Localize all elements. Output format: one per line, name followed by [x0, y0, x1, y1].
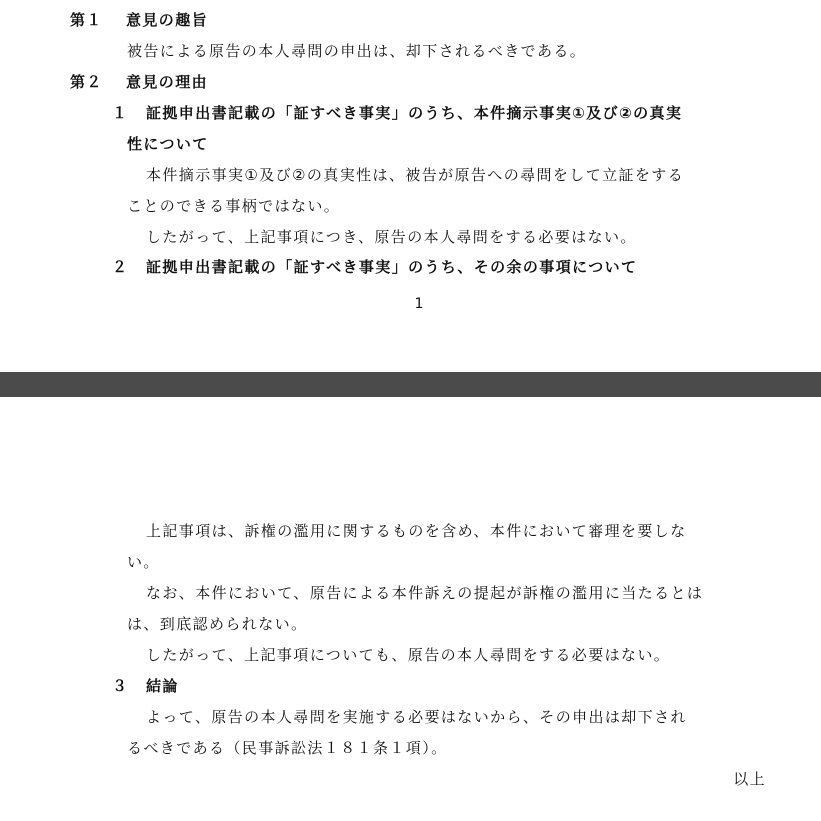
item-3-heading [112, 676, 179, 696]
item-1-title-line-2: 性について [127, 135, 209, 153]
document-page-1 [0, 0, 821, 372]
page-separator [0, 372, 821, 397]
section-1-number: 第１ [70, 11, 103, 29]
paragraph-1-line-2: い。 [127, 553, 160, 571]
paragraph-3: したがって、上記事項についても、原告の本人尋問をする必要はない。 [146, 646, 671, 664]
paragraph-1-line-1: 上記事項は、訴権の濫用に関するものを含め、本件において審理を要しな [146, 522, 687, 540]
item-2-title: 証拠申出書記載の「証すべき事実」のうち、その余の事項について [146, 258, 638, 276]
section-1-body: 被告による原告の本人尋問の申出は、却下されるべきである。 [127, 42, 587, 60]
item-3-number: ３ [112, 677, 129, 695]
item-1-title-line-1: 証拠申出書記載の「証すべき事実」のうち、本件摘示事実①及び②の真実 [146, 104, 683, 122]
paragraph-4-line-2: るべきである（民事訴訟法１８１条１項）。 [127, 739, 448, 757]
item-1-paragraph-2: したがって、上記事項につき、原告の本人尋問をする必要はない。 [146, 228, 637, 246]
paragraph-2-line-2: は、到底認められない。 [127, 615, 308, 633]
document-page-2 [0, 397, 821, 821]
item-1-heading [112, 103, 682, 123]
page-number: 1 [414, 296, 424, 312]
section-1-title: 意見の趣旨 [126, 11, 209, 29]
section-2-title: 意見の理由 [126, 73, 209, 91]
section-2-heading [70, 72, 208, 92]
item-2-heading [112, 257, 637, 277]
section-1-heading [70, 10, 208, 30]
paragraph-4-line-1: よって、原告の本人尋問を実施する必要はないから、その申出は却下され [146, 708, 687, 726]
section-2-number: 第２ [70, 73, 103, 91]
item-1-number: １ [112, 104, 129, 122]
item-2-number: ２ [112, 258, 129, 276]
closing-text: 以上 [733, 770, 766, 788]
paragraph-2-line-1: なお、本件において、原告による本件訴えの提起が訴権の濫用に当たるとは [146, 584, 704, 602]
item-3-title: 結論 [146, 677, 179, 695]
item-1-paragraph-1-line-2: ことのできる事柄ではない。 [127, 197, 341, 215]
item-1-paragraph-1-line-1: 本件摘示事実①及び②の真実性は、被告が原告への尋問をして立証をする [146, 166, 685, 184]
